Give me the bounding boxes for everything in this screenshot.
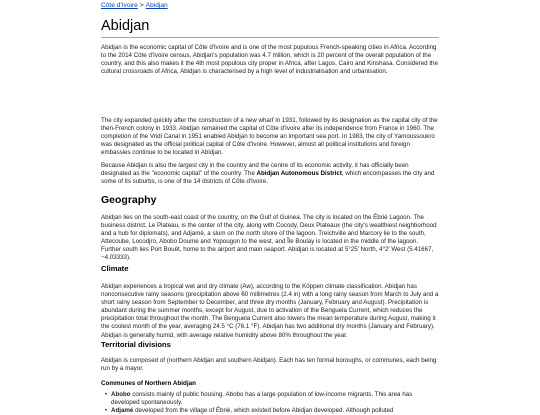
intro-paragraph-2: The city expanded quickly after the construction of a new wharf in 1931, followed by its designation as the capital city of the then-French colony in 1933. Abidjan remained the capital of Côte d'Ivoire after its independence from France in 1960. The completion of the Vridi Canal in 1951 enabled Abidjan to become an important sea port. In 1983, the city of Yamoussoukro was designated as the official political capital of Côte d'Ivoire. However, almost all political institutions and foreign embassies continue to be located in Abidjan. xyxy=(101,117,438,157)
intro-paragraph-1: Abidjan is the economic capital of Côte d'Ivoire and is one of the most populous French-speaking cities in Africa. According to the 2014 Côte d'Ivoire census, Abidjan's population was 4.7 million, which is 20 percent of the overall population of the country, and this also makes it the 4th most populous city proper in Africa, after Lagos, Cairo and Kinshasa. Considered the cultural crossroads of Africa, Abidjan is characterised by a high level of industrialisation and urbanisation. xyxy=(101,44,438,76)
section-heading-territorial-divisions: Territorial divisions xyxy=(101,340,171,349)
geography-paragraph: Abidjan lies on the south-east coast of the country, on the Gulf of Guinea. The city is located on the Ébrié Lagoon. The business district, Le Plateau, is the center of the city, along with Cocody, Deux Plateaux (the city's wealthiest neighborhood and a hub for diplomats), and Adjamé, a slum on the north shore of the lagoon. Treichville and Marcory lie to the south, Attecoube, Locodjro, Abobo Doume and Yopougon to the west, and Île Boulay is located in the middle of the lagoon. Further south lies Port Bouët, home to the airport and main seaport. Abidjan is located at 5°25' North, 4°2' West (5.41667, −4.03333). xyxy=(101,214,437,262)
intro-3-bold-district: Abidjan Autonomous District xyxy=(256,170,342,178)
commune-name-abobo: Abobo xyxy=(111,391,131,398)
commune-text-abobo: consists mainly of public housing. Abobo has a large population of low-income migrants. This area has developed spontaneously. xyxy=(111,391,413,407)
subsection-heading-northern-communes: Communes of Northern Abidjan xyxy=(101,380,196,387)
bullet-icon: • xyxy=(105,391,108,398)
breadcrumb-separator: > xyxy=(139,2,144,9)
communes-list xyxy=(105,391,439,415)
section-heading-geography: Geography xyxy=(101,194,157,206)
breadcrumb-link-cote-divoire[interactable]: Côte d'Ivoire xyxy=(101,2,138,9)
climate-paragraph: Abidjan experiences a tropical wet and dry climate (Aw), according to the Köppen climate classification. Abidjan has nonconsecutive rainy seasons (precipitation above 60 millimetres (2.4 in) with a long rainy season from March to July and a short rainy season from September to December, and three dry months (January, February and August). Precipitation is abundant during the summer months, except for August, due to activation of the Benguela Current, which reduces the precipitation total throughout the month. The Benguela Current also lowers the mean temperature during August, making it the coolest month of the year, averaging 24.5 °C (76.1 °F). Abidjan has two additional dry months (January and February). Abidjan is generally humid, with average relative humidity above 80% throughout the year. xyxy=(101,283,439,339)
territorial-paragraph: Abidjan is composed of (northern Abidjan and southern Abidjan). Each has ten formal boroughs, or communes, each being run by a mayor. xyxy=(101,357,437,373)
intro-3-text-after: , which encompasses the city and some of its suburbs, is one of the 14 districts of Côte d'Ivoire. xyxy=(101,170,435,186)
breadcrumb-link-abidjan[interactable]: Abidjan xyxy=(145,2,168,9)
list-item xyxy=(105,407,439,415)
intro-paragraph-3 xyxy=(101,162,439,186)
commune-name-adjame: Adjamé xyxy=(111,407,134,415)
commune-text-adjame: developed from the village of Ébrié, which existed before Abidjan developed. Although polluted xyxy=(133,407,394,415)
bullet-icon: • xyxy=(105,407,108,415)
breadcrumb xyxy=(101,2,168,9)
intro-3-text-before: Because Abidjan is also the largest city in the country and the centre of its economic activity, it has officially been designated as the "economic capital" of the country. The xyxy=(101,162,409,178)
page-title: Abidjan xyxy=(101,17,439,38)
section-heading-climate: Climate xyxy=(101,264,129,273)
